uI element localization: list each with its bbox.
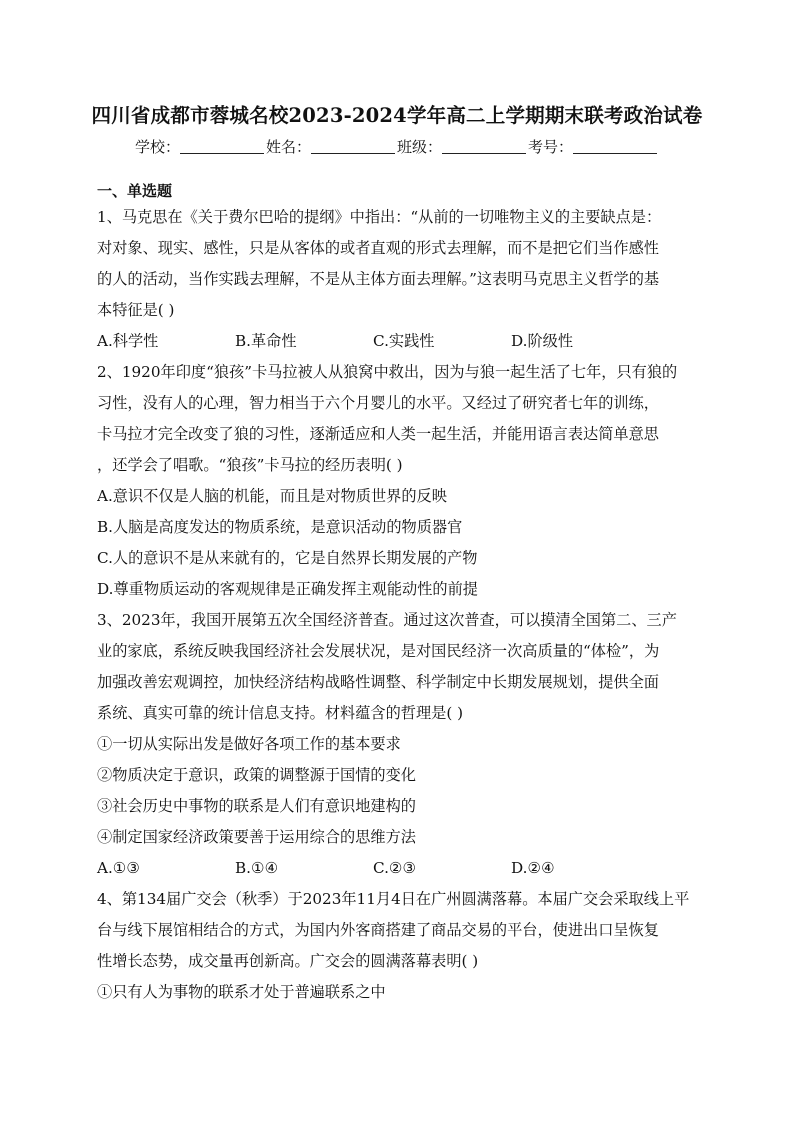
answer-option: A.①③ — [97, 859, 141, 877]
student-info-line — [0, 136, 794, 157]
answer-statement: A.意识不仅是人脑的机能，而且是对物质世界的反映 — [97, 487, 447, 505]
answer-statement: ③社会历史中事物的联系是人们有意识地建构的 — [97, 797, 416, 815]
question-3 — [97, 605, 702, 884]
school-field — [135, 136, 266, 157]
answer-option: B.①④ — [235, 859, 279, 877]
question-stem-line: 4、第134届广交会（秋季）于2023年11月4日在广州圆满落幕。本届广交会采取线上平 — [97, 890, 690, 908]
exam-number-label: 考号： — [528, 138, 574, 156]
class-blank — [442, 139, 526, 154]
answer-statement: ①一切从实际出发是做好各项工作的基本要求 — [97, 735, 401, 753]
class-label: 班级： — [397, 138, 443, 156]
class-field — [397, 136, 528, 157]
question-stem-line: 卡马拉才完全改变了狼的习性，逐渐适应和人类一起生活，并能用语言表达简单意思 — [97, 425, 659, 443]
exam-number-blank — [573, 139, 657, 154]
answer-option: D.阶级性 — [511, 332, 574, 350]
question-stem-line: 3、2023年，我国开展第五次全国经济普查。通过这次普查，可以摸清全国第二、三产 — [97, 611, 677, 629]
answer-statement: ④制定国家经济政策要善于运用综合的思维方法 — [97, 828, 416, 846]
exam-number-field — [528, 136, 659, 157]
answer-option: C.②③ — [373, 859, 417, 877]
question-list — [97, 202, 702, 1008]
answer-statement: D.尊重物质运动的客观规律是正确发挥主观能动性的前提 — [97, 580, 478, 598]
question-stem-line: 性增长态势，成交量再创新高。广交会的圆满落幕表明( ) — [97, 952, 479, 970]
question-stem-line: 系统、真实可靠的统计信息支持。材料蕴含的哲理是( ) — [97, 704, 463, 722]
question-stem-line: 的人的活动，当作实践去理解，不是从主体方面去理解。”这表明马克思主义哲学的基 — [97, 270, 660, 288]
section-title: 一、单选题 — [97, 182, 173, 200]
question-stem-line: 对对象、现实、感性，只是从客体的或者直观的形式去理解，而不是把它们当作感性 — [97, 239, 659, 257]
question-stem-line: 2、1920年印度“狼孩”卡马拉被人从狼窝中救出，因为与狼一起生活了七年，只有狼的 — [97, 363, 678, 381]
question-stem-line: 习性，没有人的心理，智力相当于六个月婴儿的水平。又经过了研究者七年的训练， — [97, 394, 659, 412]
school-label: 学校： — [134, 138, 180, 156]
question-stem-line: 台与线下展馆相结合的方式，为国内外客商搭建了商品交易的平台，使进出口呈恢复 — [97, 921, 659, 939]
answer-option: D.②④ — [511, 859, 555, 877]
question-stem-line: 本特征是( ) — [97, 301, 175, 319]
answer-statement: C.人的意识不是从来就有的，它是自然界长期发展的产物 — [97, 549, 478, 567]
name-field — [266, 136, 397, 157]
question-stem-line: 加强改善宏观调控，加快经济结构战略性调整、科学制定中长期发展规划，提供全面 — [97, 673, 659, 691]
question-stem-line: 1、马克思在《关于费尔巴哈的提纲》中指出：“从前的一切唯物主义的主要缺点是： — [97, 208, 662, 226]
question-stem-line: 业的家底，系统反映我国经济社会发展状况，是对国民经济一次高质量的“体检”，为 — [97, 642, 660, 660]
answer-statement: ①只有人为事物的联系才处于普遍联系之中 — [97, 983, 386, 1001]
option-row — [97, 853, 702, 884]
exam-title: 四川省成都市蓉城名校2023-2024学年高二上学期期末联考政治试卷 — [91, 104, 703, 127]
answer-option: A.科学性 — [97, 332, 159, 350]
option-row — [97, 326, 702, 357]
answer-statement: ②物质决定于意识，政策的调整源于国情的变化 — [97, 766, 416, 784]
question-1 — [97, 202, 702, 357]
name-blank — [311, 139, 395, 154]
question-2 — [97, 357, 702, 605]
name-label: 姓名： — [265, 138, 311, 156]
answer-option: C.实践性 — [373, 332, 435, 350]
question-4 — [97, 884, 702, 1008]
school-blank — [180, 139, 264, 154]
answer-statement: B.人脑是高度发达的物质系统，是意识活动的物质器官 — [97, 518, 463, 536]
question-stem-line: ，还学会了唱歌。“狼孩”卡马拉的经历表明( ) — [97, 456, 403, 474]
answer-option: B.革命性 — [235, 332, 297, 350]
